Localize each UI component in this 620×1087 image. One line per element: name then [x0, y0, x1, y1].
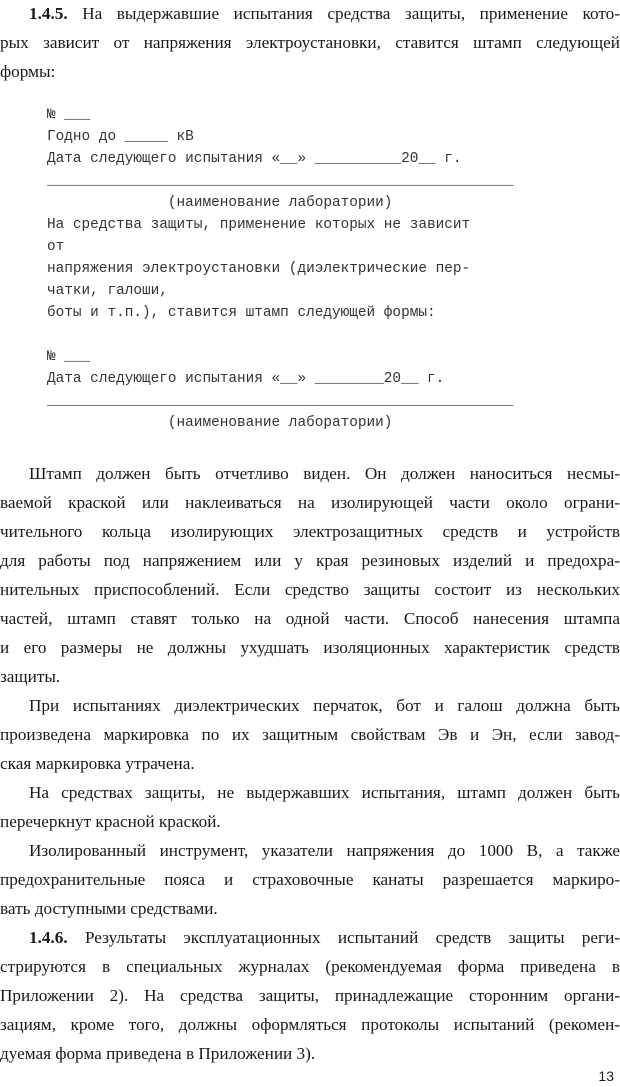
text-line: перечеркнут красной краской.: [0, 812, 221, 831]
paragraph-insulated-tools: [0, 836, 620, 923]
text-line: чительного кольца изолирующих электрозащитных средств и устройств: [0, 522, 620, 541]
text-line: нительных приспособлений. Если средство защиты состоит из нескольких: [0, 580, 620, 599]
text-line: рых зависит от напряжения электроустановки, ставится штамп следующей: [0, 33, 620, 52]
page-number: 13: [598, 1068, 614, 1084]
text-line: 1.4.6. Результаты эксплуатационных испытаний средств защиты реги-: [29, 928, 620, 947]
text-line: защиты.: [0, 667, 61, 686]
text-line: предохранительные пояса и страховочные канаты разрешается маркиро-: [0, 870, 620, 889]
stamp-line: напряжения электроустановки (диэлектрические пер-: [47, 261, 471, 277]
stamp-line: № ___: [47, 107, 91, 123]
text-line: ская маркировка утрачена.: [0, 754, 195, 773]
stamp-line: ______________________________________________________: [47, 173, 514, 189]
text-line: формы:: [0, 62, 56, 81]
paragraph-stamp-visibility: [0, 459, 620, 691]
paragraph-gloves-marking: [0, 691, 620, 778]
stamp-line: чатки, галоши,: [47, 283, 168, 299]
stamp-line: (наименование лаборатории): [47, 195, 393, 211]
text-line: для работы под напряжением или у края резиновых изделий и предохра-: [0, 551, 620, 570]
stamp-line: [47, 324, 587, 346]
section-number: 1.4.5.: [29, 4, 68, 23]
stamp-line: боты и т.п.), ставится штамп следующей формы:: [47, 305, 436, 321]
text-line: и его размеры не должны ухудшать изоляционных характеристик средств: [0, 638, 620, 657]
text-line: стрируются в специальных журналах (рекомендуемая форма приведена в: [0, 957, 620, 976]
stamp-line: от: [47, 239, 65, 255]
stamp-line: Дата следующего испытания «__» __________20__ г.: [47, 151, 462, 167]
text-line: зациям, кроме того, должны оформляться протоколы испытаний (рекомен-: [0, 1015, 620, 1034]
text-line: Штамп должен быть отчетливо виден. Он должен наноситься несмы-: [29, 464, 620, 483]
section-number: 1.4.6.: [29, 928, 68, 947]
text-line: На средствах защиты, не выдержавших испытания, штамп должен быть: [29, 783, 620, 802]
text-line: частей, штамп ставят только на одной части. Способ нанесения штампа: [0, 609, 620, 628]
text-line: дуемая форма приведена в Приложении 3).: [0, 1044, 316, 1063]
stamp-line: ______________________________________________________: [47, 393, 514, 409]
stamp-line: Дата следующего испытания «__» ________20__ г.: [47, 371, 445, 387]
text-line: вать доступными средствами.: [0, 899, 218, 918]
section-1-4-6: [0, 923, 620, 1068]
stamp-line: Годно до _____ кВ: [47, 129, 194, 145]
paragraph-failed-items: [0, 778, 620, 836]
stamp-line: (наименование лаборатории): [47, 415, 393, 431]
stamp-line: № ___: [47, 349, 91, 365]
text-line: При испытаниях диэлектрических перчаток, бот и галош должна быть: [29, 696, 620, 715]
section-1-4-5: [0, 0, 620, 86]
text-line: 1.4.5. На выдержавшие испытания средства защиты, применение кото-: [29, 4, 620, 23]
text-line: Приложении 2). На средства защиты, принадлежащие сторонним органи-: [0, 986, 620, 1005]
text-line: ваемой краской или наклеиваться на изолирующей части около ограни-: [0, 493, 620, 512]
text-line: Изолированный инструмент, указатели напряжения до 1000 В, а также: [29, 841, 620, 860]
text-line: произведена маркировка по их защитным свойствам Эв и Эн, если завод-: [0, 725, 620, 744]
stamp-form-block: [47, 104, 587, 434]
stamp-line: На средства защиты, применение которых не зависит: [47, 217, 471, 233]
